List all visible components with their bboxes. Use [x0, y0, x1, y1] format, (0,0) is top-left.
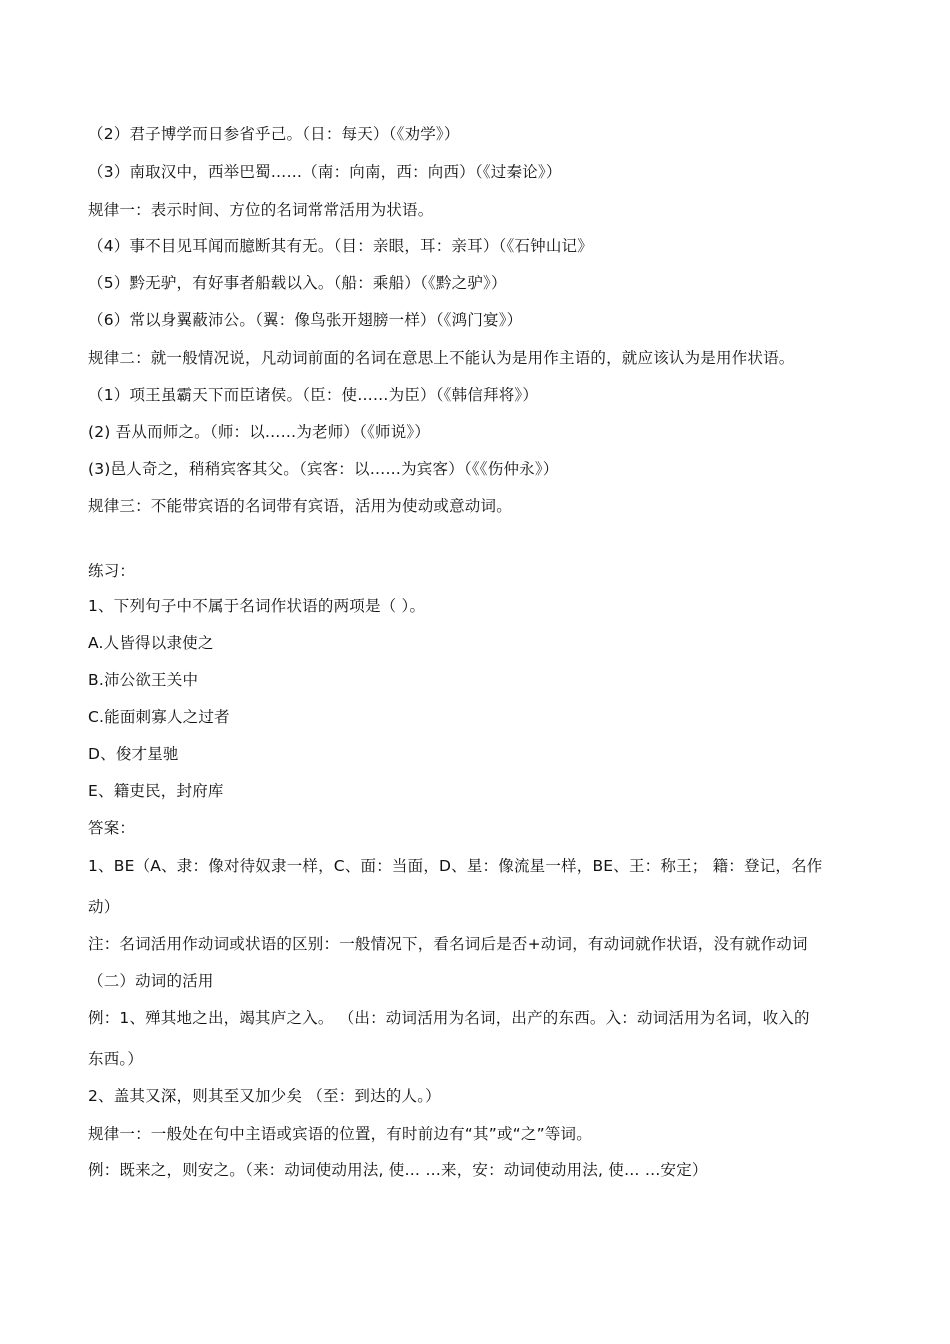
- verb-noun-example-2-line: 2、盖其又深，则其至又加少矣 （至：到达的人。）: [88, 1087, 441, 1105]
- example-5-line: （5）黔无驴，有好事者船载以入。（船：乘船）（《黔之驴》）: [88, 274, 507, 292]
- answer-1-continuation: 动）: [88, 898, 120, 916]
- example-2-line: （2）君子博学而日参省乎己。（日：每天）（《劝学》）: [88, 125, 460, 143]
- example-6-line: （6）常以身翼蔽沛公。（翼：像鸟张开翅膀一样）（《鸿门宴》）: [88, 311, 523, 329]
- verb-example-1-line: （1）项王虽霸天下而臣诸侯。（臣：使……为臣）（《韩信拜将》）: [88, 386, 539, 404]
- verb-rule-1-line: 规律一：一般处在句中主语或宾语的位置，有时前边有“其”或“之”等词。: [88, 1125, 592, 1143]
- verb-noun-example-continuation: 东西。）: [88, 1050, 144, 1068]
- section-verb-heading: （二）动词的活用: [88, 972, 214, 990]
- example-4-line: （4）事不目见耳闻而臆断其有无。（目：亲眼，耳：亲耳）（《石钟山记》: [88, 237, 593, 255]
- verb-noun-example-line: 例：1、殚其地之出，竭其庐之入。 （出：动词活用为名词，出产的东西。入：动词活用为名词，收入的: [88, 1009, 810, 1027]
- causative-example-line: 例：既来之，则安之。（来：动词使动用法, 使… …来，安：动词使动用法, 使… …安定）: [88, 1161, 708, 1179]
- option-d-line: D、俊才星驰: [88, 745, 179, 763]
- rule-3-line: 规律三：不能带宾语的名词带有宾语，活用为使动或意动词。: [88, 497, 512, 515]
- option-c-line: C.能面刺寡人之过者: [88, 708, 230, 726]
- rule-1-line: 规律一：表示时间、方位的名词常常活用为状语。: [88, 201, 434, 219]
- rule-2-line: 规律二：就一般情况说，凡动词前面的名词在意思上不能认为是用作主语的，就应该认为是用作状语。: [88, 349, 795, 367]
- example-3-line: （3）南取汉中，西举巴蜀……（南：向南，西：向西）（《过秦论》）: [88, 163, 562, 181]
- answer-heading: 答案：: [88, 819, 136, 837]
- option-a-line: A.人皆得以隶使之: [88, 634, 214, 652]
- question-1-line: 1、下列句子中不属于名词作状语的两项是（ ）。: [88, 597, 426, 615]
- answer-1-line: 1、BE（A、隶：像对待奴隶一样，C、面：当面，D、星：像流星一样，BE、王：称王； 籍：登记，名作: [88, 857, 823, 875]
- verb-example-2-line: (2) 吾从而师之。（师：以……为老师）（《师说》）: [88, 423, 431, 441]
- option-b-line: B.沛公欲王关中: [88, 671, 199, 689]
- exercise-heading: 练习：: [88, 562, 136, 580]
- note-line: 注：名词活用作动词或状语的区别：一般情况下，看名词后是否+动词，有动词就作状语，没有就作动词: [88, 935, 808, 953]
- verb-example-3-line: (3)邑人奇之，稍稍宾客其父。（宾客：以……为宾客）（《《伤仲永》）: [88, 460, 559, 478]
- option-e-line: E、籍吏民，封府库: [88, 782, 224, 800]
